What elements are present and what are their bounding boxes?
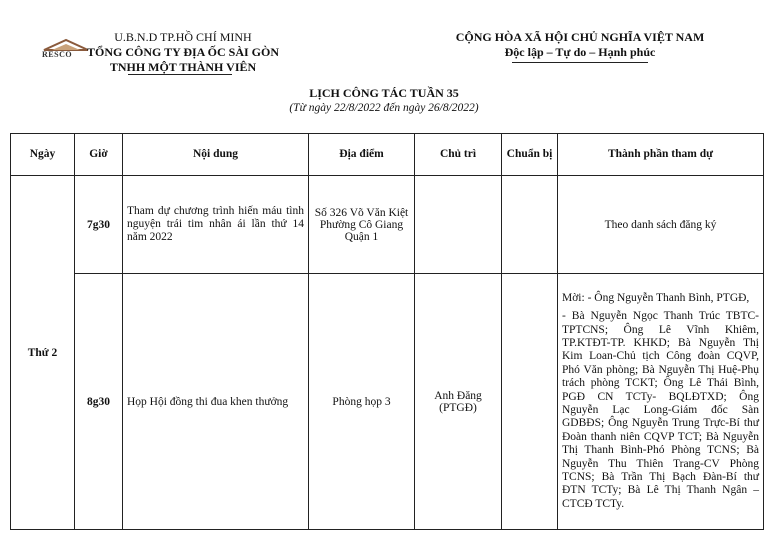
page-title: LỊCH CÔNG TÁC TUẦN 35 [309,86,459,100]
col-header-day: Ngày [11,134,75,176]
col-header-prep: Chuẩn bị [502,134,558,176]
attendees-list: - Bà Nguyễn Ngọc Thanh Trúc TBTC-TPTCNS; Ông Lê Vĩnh Khiêm, TP.KTĐT-TP. KHKD; Bà Nguyễn Thị Kim Loan-Chủ tịch Công đoàn CQVP, Phó Văn phòng; Bà Nguyễn Thị Huệ-Phụ trách phòng TCKT; Ông Lê Thái Bình, PGĐ CN TCTy- BQLĐTXD; Ông Nguyễn Lạc Long-Giám đốc Sàn GDBĐS; Ông Nguyễn Trung Trực-Bí thư Đoàn thanh niên CQVP TCT; Bà Nguyễn Thị Thanh Bình-Phó Phòng TCNS; Bà Nguyễn Thu Thiên Trang-CV Phòng TCNS; Bà Trần Thị Bạch Đàn-Bí thư ĐTN TCTy; Bà Lê Thị Thanh Ngân – CTCĐ TCTy. [562,310,759,510]
company-name: TỔNG CÔNG TY ĐỊA ỐC SÀI GÒN [86,45,280,59]
col-header-attendees: Thành phần tham dự [558,134,764,176]
organization-header [78,30,288,75]
table-header-row [11,134,764,176]
logo-text: RESCO [42,50,73,59]
attendees-invite-line: Mời: - Ông Nguyễn Thanh Bình, PTGĐ, [562,291,750,304]
country-name: CỘNG HÒA XÃ HỘI CHỦ NGHĨA VIỆT NAM [455,30,705,44]
location-cell: Phòng họp 3 [309,274,415,530]
content-cell: Họp Hội đồng thi đua khen thưởng [123,274,309,530]
national-header [440,30,720,60]
col-header-content: Nội dung [123,134,309,176]
divider-right [512,62,648,63]
time-cell: 8g30 [75,274,123,530]
divider-left [128,74,232,75]
attendees-cell [558,274,764,530]
table-row [11,274,764,530]
attendees-cell: Theo danh sách đăng ký [558,176,764,274]
chair-cell [415,176,502,274]
location-cell: Số 326 Võ Văn Kiệt Phường Cô Giang Quận 1 [309,176,415,274]
prep-cell [502,274,558,530]
time-cell: 7g30 [75,176,123,274]
national-motto: Độc lập – Tự do – Hạnh phúc [504,45,656,59]
chair-cell: Anh Đăng (PTGĐ) [415,274,502,530]
col-header-chair: Chủ trì [415,134,502,176]
day-cell: Thứ 2 [11,176,75,530]
date-range: (Từ ngày 22/8/2022 đến ngày 26/8/2022) [289,102,479,114]
col-header-time: Giờ [75,134,123,176]
schedule-table [10,133,764,530]
col-header-location: Địa điểm [309,134,415,176]
company-type: TNHH MỘT THÀNH VIÊN [109,60,257,74]
prep-cell [502,176,558,274]
table-row [11,176,764,274]
content-cell: Tham dự chương trình hiến máu tình nguyện trái tim nhân ái lần thứ 14 năm 2022 [123,176,309,274]
city-committee: U.B.N.D TP.HỒ CHÍ MINH [114,30,252,44]
